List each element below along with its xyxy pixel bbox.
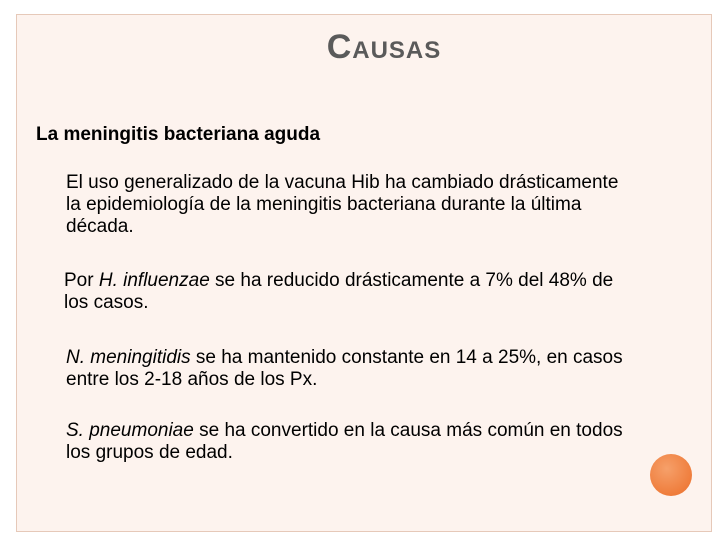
paragraph-text: se ha mantenido constante en 14 a 25%, en casos entre los 2-18 años de los Px. — [66, 347, 623, 390]
organism-name: N. meningitidis — [66, 347, 191, 368]
paragraph-text: El uso generalizado de la vacuna Hib ha cambiado drásticamente la epidemiología de la meningitis bacteriana durante la última década. — [66, 172, 619, 237]
paragraph-hib-vaccine — [66, 172, 626, 238]
organism-name: H. influenzae — [98, 270, 210, 291]
paragraph-prefix: Por — [64, 270, 99, 291]
paragraph-s-pneumoniae — [66, 420, 626, 464]
paragraph-text: se ha convertido en la causa más común en todos los grupos de edad. — [66, 420, 623, 463]
slide-title: Causas — [326, 28, 442, 66]
paragraph-n-meningitidis — [66, 347, 626, 391]
decorative-circle — [650, 454, 692, 496]
organism-name: S. pneumoniae — [66, 420, 194, 441]
slide-subheading: La meningitis bacteriana aguda — [36, 124, 321, 145]
paragraph-h-influenzae — [64, 270, 624, 314]
paragraph-text: se ha reducido drásticamente a 7% del 48% de los casos. — [64, 270, 614, 313]
